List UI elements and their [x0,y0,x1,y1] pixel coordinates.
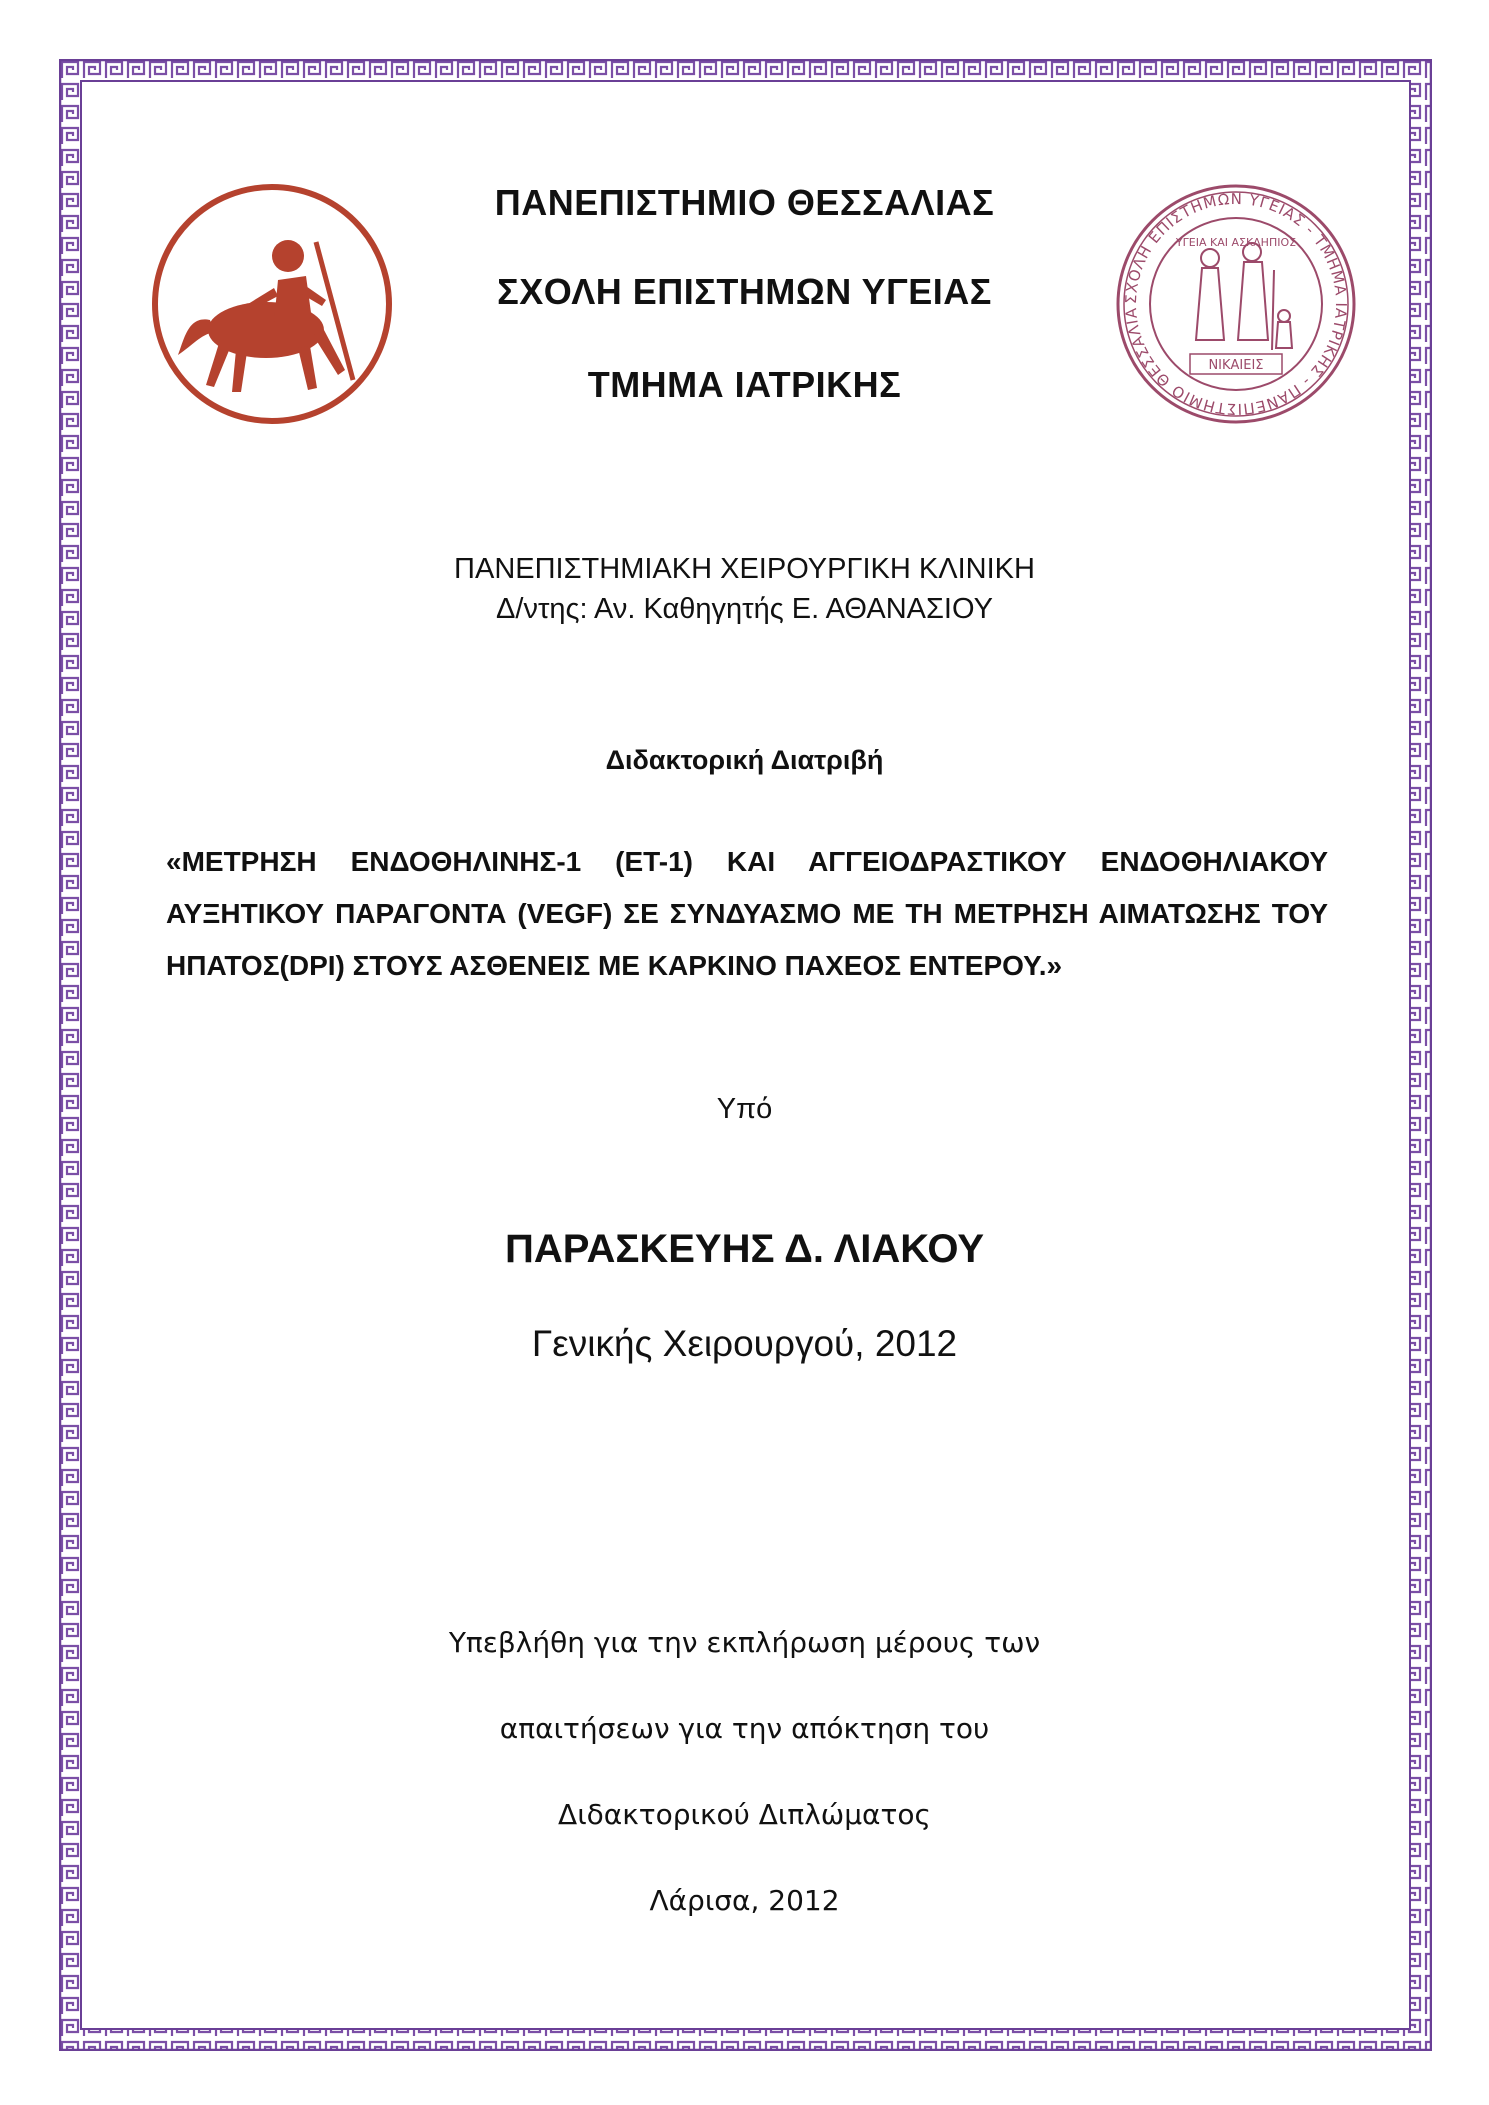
seal-inner-text: ΥΓΕΙΑ ΚΑΙ ΑΣΚΛΗΠΙΟΣ [1175,236,1297,249]
submission-line-1: Υπεβλήθη για την εκπλήρωση μέρους των [448,1626,1041,1659]
seal-banner-text: ΝΙΚΑΙΕΙΣ [1208,358,1264,373]
author-name: ΠΑΡΑΣΚΕΥΗΣ Δ. ΛΙΑΚΟΥ [504,1227,985,1271]
thesis-title: «ΜΕΤΡΗΣΗ ΕΝΔΟΘΗΛΙΝΗΣ-1 (ΕΤ-1) ΚΑΙ ΑΓΓΕΙΟΔΡΑΣΤΙΚΟΥ ΕΝΔΟΘΗΛΙΑΚΟΥ ΑΥΞΗΤΙΚΟΥ ΠΑΡΑΓΟΝΤΑ (VEGF) ΣΕ ΣΥΝΔΥΑΣΜΟ ΜΕ ΤΗ ΜΕΤΡΗΣΗ ΑΙΜΑΤΩΣΗΣ ΤΟΥ ΗΠΑΤΟΣ(DPI) ΣΤΟΥΣ ΑΣΘΕΝΕΙΣ ΜΕ ΚΑΡΚΙΝΟ ΠΑΧΕΟΣ ΕΝΤΕΡΟΥ.» [166,846,1328,981]
by-label: Υπό [716,1093,773,1125]
seal-icon [1112,180,1360,428]
department-name: ΤΜΗΜΑ ΙΑΤΡΙΚΗΣ [587,364,902,405]
clinic-name: ΠΑΝΕΠΙΣΤΗΜΙΑΚΗ ΧΕΙΡΟΥΡΓΙΚΗ ΚΛΙΝΙΚΗ [454,553,1035,585]
place-date: Λάρισα, 2012 [649,1884,840,1917]
seal-ring-text: ΣΧΟΛΗ ΕΠΙΣΤΗΜΩΝ ΥΓΕΙΑΣ - ΤΜΗΜΑ ΙΑΤΡΙΚΗΣ - ΠΑΝΕΠΙΣΤΗΜΙΟ ΘΕΣΣΑΛΙΑ [1121,189,1351,419]
school-name: ΣΧΟΛΗ ΕΠΙΣΤΗΜΩΝ ΥΓΕΙΑΣ [497,271,992,312]
medical-school-seal [1112,180,1360,428]
clinic-director: Δ/ντης: Αν. Καθηγητής Ε. ΑΘΑΝΑΣΙΟΥ [496,593,993,625]
submission-line-2: απαιτήσεων για την απόκτηση του [499,1712,990,1745]
university-name: ΠΑΝΕΠΙΣΤΗΜΙΟ ΘΕΣΣΑΛΙΑΣ [494,182,995,223]
thesis-label: Διδακτορική Διατριβή [605,745,884,775]
author-specialty: Γενικής Χειρουργού, 2012 [531,1323,958,1364]
submission-line-3: Διδακτορικού Διπλώματος [558,1798,931,1831]
